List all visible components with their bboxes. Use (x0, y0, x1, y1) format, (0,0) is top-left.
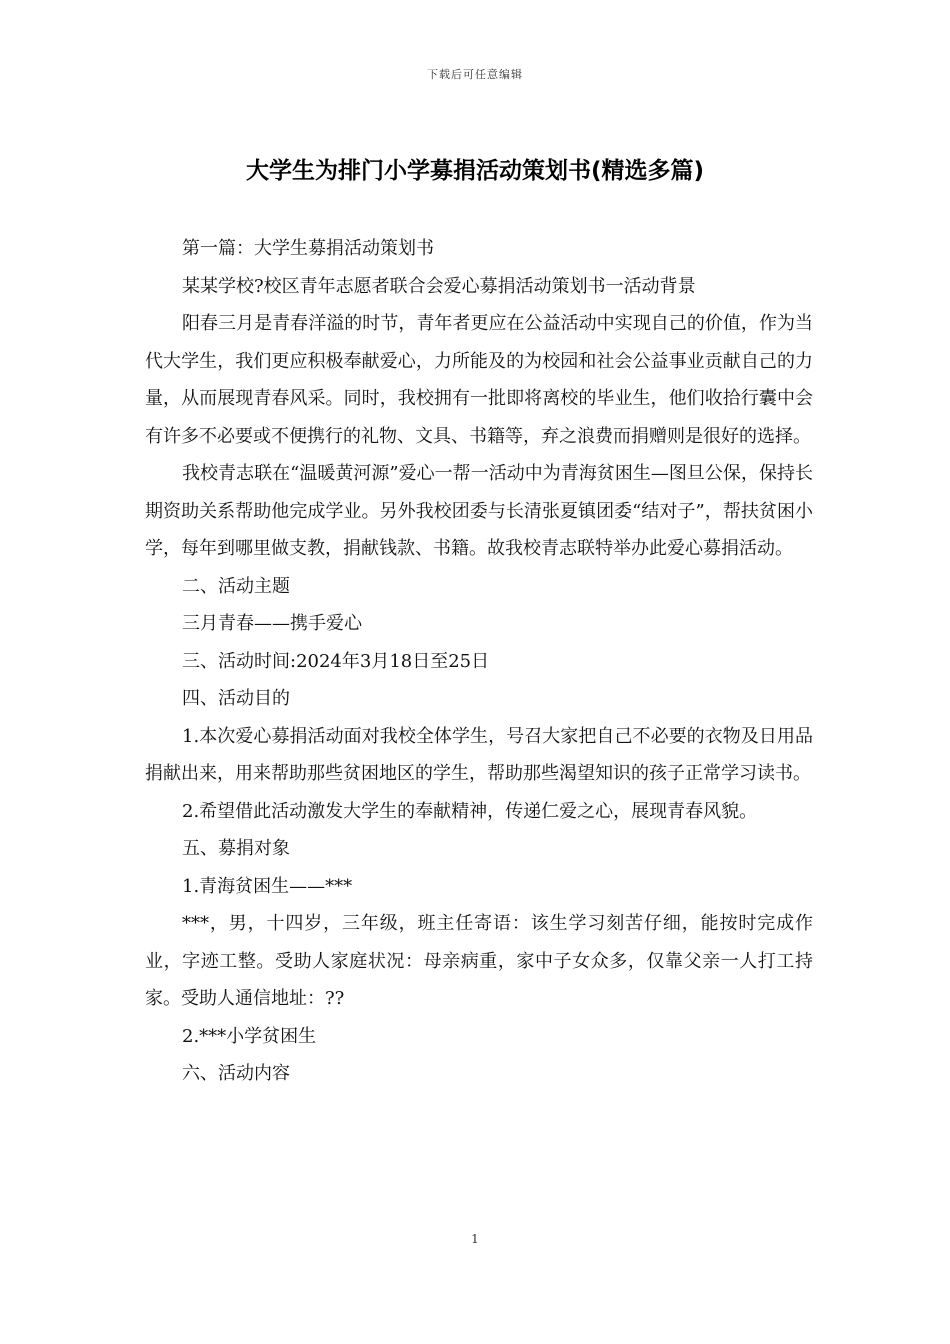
list-item: 1.本次爱心募捐活动面对我校全体学生，号召大家把自己不必要的衣物及日用品捐献出来，用来帮助那些贫困地区的学生，帮助那些渴望知识的孩子正常学习读书。 (145, 725, 813, 784)
body-paragraph: 阳春三月是青春洋溢的时节，青年者更应在公益活动中实现自己的价值，作为当代大学生，我们更应积极奉献爱心，力所能及的为校园和社会公益事业贡献自己的力量，从而展现青春风采。同时，我校拥有一批即将离校的毕业生，他们收拾行囊中会有许多不必要或不便携行的礼物、文具、书籍等，弃之浪费而捐赠则是很好的选择。 (145, 313, 813, 447)
body-paragraph: 我校青志联在“温暖黄河源”爱心一帮一活动中为青海贫困生—图旦公保，保持长期资助关系帮助他完成学业。另外我校团委与长清张夏镇团委“结对子”，帮扶贫困小学，每年到哪里做支教，捐献钱款、书籍。故我校青志联特举办此爱心募捐活动。 (145, 463, 813, 559)
page-header-note: 下载后可任意编辑 (427, 68, 523, 81)
document-body (145, 230, 813, 1093)
list-item: 2.希望借此活动激发大学生的奉献精神，传递仁爱之心，展现青春风貌。 (182, 800, 758, 822)
page-number: 1 (471, 1232, 479, 1246)
list-item: 2.***小学贫困生 (182, 1025, 317, 1047)
section-heading: 第一篇：大学生募捐活动策划书 (182, 238, 434, 259)
body-paragraph: 某某学校?校区青年志愿者联合会爱心募捐活动策划书一活动背景 (182, 275, 696, 297)
list-item: 1.青海贫困生——*** (182, 875, 353, 897)
section-heading: 六、活动内容 (182, 1063, 290, 1084)
body-paragraph: ***，男，十四岁，三年级，班主任寄语：该生学习刻苦仔细，能按时完成作业，字迹工整。受助人家庭状况：母亲病重，家中子女众多，仅靠父亲一人打工持家。受助人通信地址：?? (145, 913, 813, 1009)
section-heading: 四、活动目的 (182, 688, 290, 709)
section-heading: 三、活动时间:2024年3月18日至25日 (182, 650, 490, 672)
section-heading: 五、募捐对象 (182, 838, 290, 859)
section-heading: 二、活动主题 (182, 575, 290, 597)
body-paragraph: 三月青春——携手爱心 (182, 613, 362, 634)
document-title: 大学生为排门小学募捐活动策划书(精选多篇) (245, 158, 705, 184)
